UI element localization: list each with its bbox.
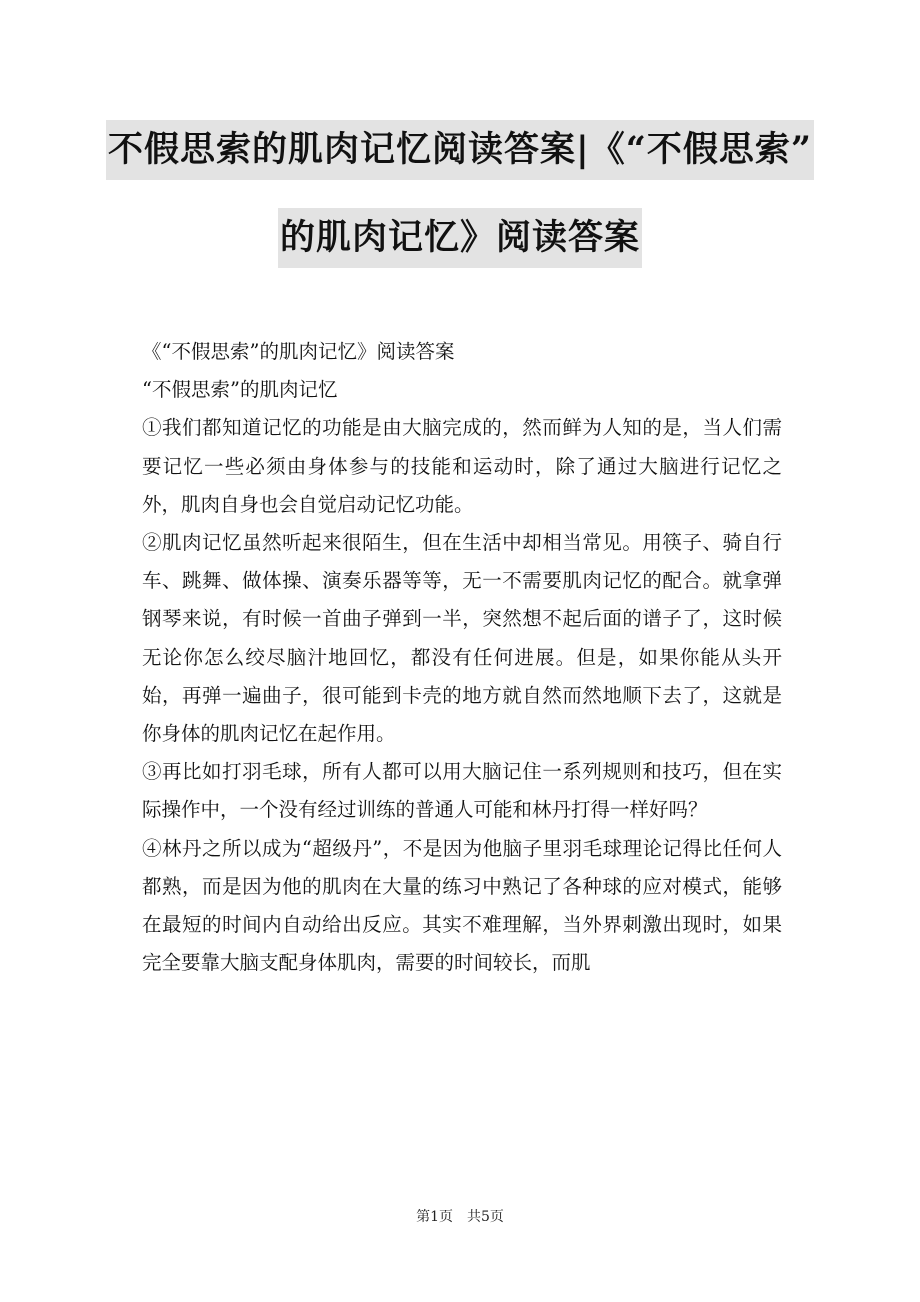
page-footer: 第1页 共5页: [416, 1209, 504, 1225]
paragraph-1: ①我们都知道记忆的功能是由大脑完成的，然而鲜为人知的是，当人们需要记忆一些必须由身体参与的技能和运动时，除了通过大脑进行记忆之外，肌肉自身也会自觉启动记忆功能。: [142, 416, 782, 516]
document-body: [142, 333, 782, 982]
title-line-1: 不假思索的肌肉记忆阅读答案|《“不假思索”: [106, 120, 814, 180]
paragraph-4: ④林丹之所以成为“超级丹”，不是因为他脑子里羽毛球理论记得比任何人都熟，而是因为他的肌肉在大量的练习中熟记了各种球的应对模式，能够在最短的时间内自动给出反应。其实不难理解，当外界刺激出现时，如果完全要靠大脑支配身体肌肉，需要的时间较长，而肌: [142, 836, 782, 975]
title-line-2: 的肌肉记忆》阅读答案: [278, 208, 642, 268]
subtitle-line: 《“不假思索”的肌肉记忆》阅读答案: [142, 340, 455, 363]
document-title: [0, 120, 920, 268]
paragraph-2: ②肌肉记忆虽然听起来很陌生，但在生活中却相当常见。用筷子、骑自行车、跳舞、做体操、演奏乐器等等，无一不需要肌肉记忆的配合。就拿弹钢琴来说，有时候一首曲子弹到一半，突然想不起后面的谱子了，这时候无论你怎么绞尽脑汁地回忆，都没有任何进展。但是，如果你能从头开始，再弹一遍曲子，很可能到卡壳的地方就自然而然地顺下去了，这就是你身体的肌肉记忆在起作用。: [142, 531, 782, 746]
paragraph-3: ③再比如打羽毛球，所有人都可以用大脑记住一系列规则和技巧，但在实际操作中，一个没有经过训练的普通人可能和林丹打得一样好吗？: [142, 760, 782, 822]
article-heading: “不假思索”的肌肉记忆: [142, 378, 338, 402]
